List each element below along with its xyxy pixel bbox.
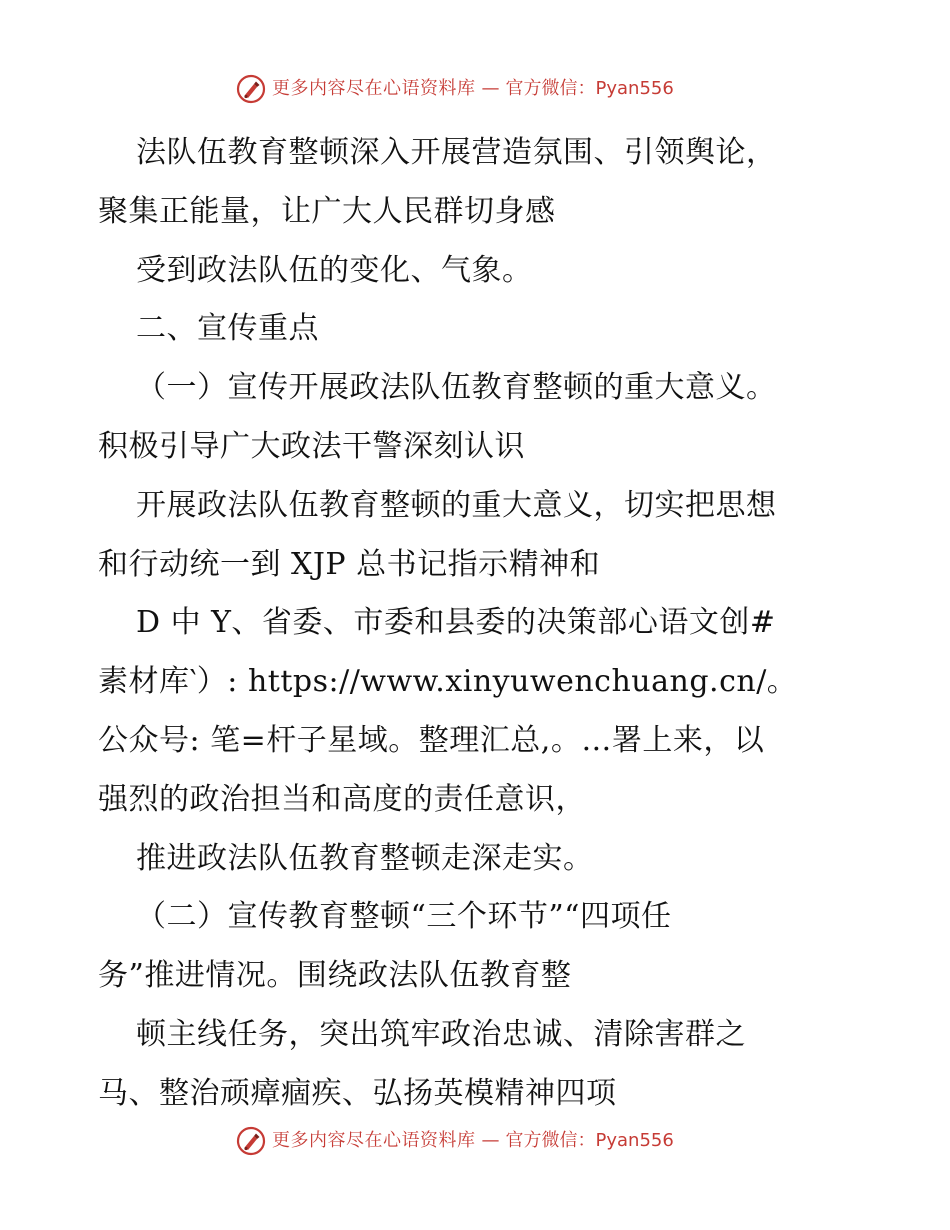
text-line: 推进政法队伍教育整顿走深走实。 <box>136 840 594 876</box>
text-line: 马、整治顽瘴痼疾、弘扬英模精神四项 <box>98 1075 617 1111</box>
text-line: 积极引导广大政法干警深刻认识 <box>98 428 525 464</box>
header-banner-separator: — <box>481 78 500 99</box>
header-banner-text: 更多内容尽在心语资料库 <box>272 78 476 99</box>
text-line: 聚集正能量，让广大人民群切身感 <box>98 193 556 229</box>
text-line: 开展政法队伍教育整顿的重大意义，切实把思想 <box>136 487 777 523</box>
footer-banner-separator: — <box>481 1130 500 1151</box>
text-line: D 中 Y、省委、市委和县委的决策部心语文创# <box>136 605 776 641</box>
body-text <box>98 124 858 1124</box>
text-line: 受到政法队伍的变化、气象。 <box>136 252 533 288</box>
text-line: 务”推进情况。围绕政法队伍教育整 <box>98 958 572 994</box>
pen-logo-icon <box>236 74 266 104</box>
text-line: 强烈的政治担当和高度的责任意识， <box>98 781 586 817</box>
text-line: 公众号: 笔=杆子星域。整理汇总,。…署上来，以 <box>98 722 765 758</box>
text-line: 和行动统一到 XJP 总书记指示精神和 <box>98 546 601 582</box>
text-line: （一）宣传开展政法队伍教育整顿的重大意义。 <box>136 370 777 406</box>
header-banner <box>236 72 674 106</box>
text-line: （二）宣传教育整顿“三个环节”“四项任 <box>136 899 672 935</box>
footer-banner <box>236 1124 674 1158</box>
text-line: 顿主线任务，突出筑牢政治忠诚、清除害群之 <box>136 1016 746 1052</box>
text-line: 法队伍教育整顿深入开展营造氛围、引领舆论， <box>136 135 777 170</box>
footer-contact: 官方微信：Pyan556 <box>505 1130 674 1151</box>
footer-banner-text: 更多内容尽在心语资料库 <box>272 1130 476 1151</box>
pen-logo-icon <box>236 1126 266 1156</box>
text-line: 素材库‵）: https://www.xinyuwenchuang.cn/。 <box>98 664 798 700</box>
section-heading: 二、宣传重点 <box>136 311 319 347</box>
header-contact: 官方微信：Pyan556 <box>505 78 674 99</box>
